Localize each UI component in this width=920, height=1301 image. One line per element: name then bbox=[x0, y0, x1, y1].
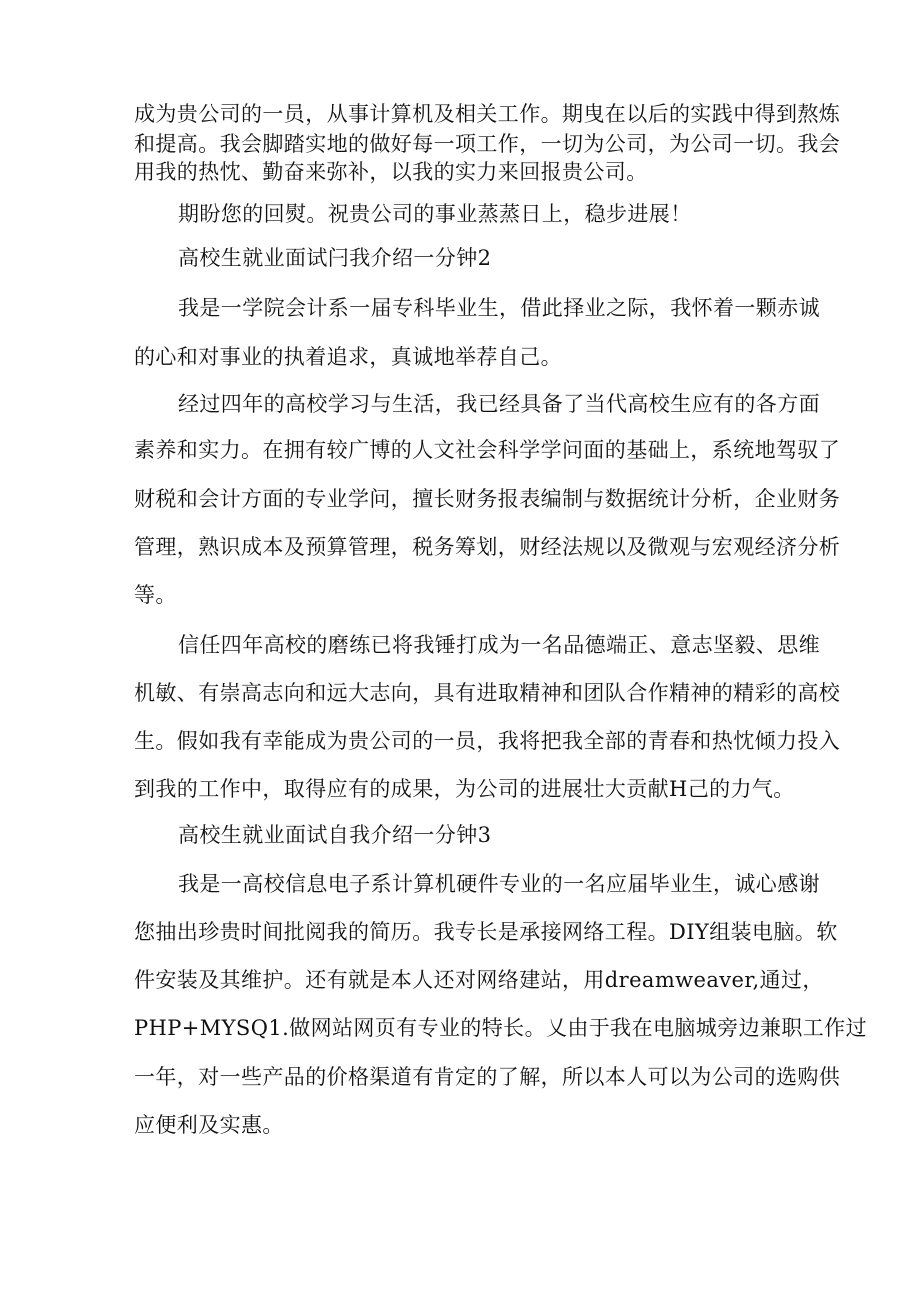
section-heading: 高校生就业面试自我介绍一分钟3 bbox=[178, 823, 492, 847]
text-line: 期盼您的回熨。祝贵公司的事业蒸蒸日上，稳步进展！ bbox=[178, 202, 692, 226]
text-line: 件安装及其维护。还有就是本人还对网络建站，用dreamweaver,通过， bbox=[134, 968, 824, 992]
text-line: 素养和实力。在拥有较广博的人文社会科学学问面的基础上，系统地驾驭了 bbox=[134, 438, 841, 462]
text-line: 到我的工作中，取得应有的成果，为公司的进展壮大贡献H己的力气。 bbox=[134, 777, 795, 801]
text-line: 信任四年高校的磨练已将我锤打成为一名品德端正、意志坚毅、思维 bbox=[178, 633, 820, 657]
text-line: 您抽出珍贵时间批阅我的简历。我专长是承接网络工程。DIY组装电脑。软 bbox=[134, 920, 838, 944]
text-line: PHP+MYSQ1.做网站网页有专业的特长。乂由于我在电脑城旁边兼职工作过 bbox=[134, 1016, 867, 1040]
section-heading: 高校生就业面试闩我介绍一分钟2 bbox=[178, 246, 492, 270]
text-line: 和提高。我会脚踏实地的做好每一项工作，一切为公司，为公司一切。我会 bbox=[134, 132, 841, 156]
text-line: 用我的热忱、勤奋来弥补，以我的实力来回报贵公司。 bbox=[134, 160, 648, 184]
text-line: 成为贵公司的一员，从事计算机及相关工作。期曳在以后的实践中得到熬炼 bbox=[134, 102, 841, 126]
text-line: 应便利及实惠。 bbox=[134, 1113, 284, 1137]
text-line: 财税和会计方面的专业学问，擅长财务报表编制与数据统计分析，企业财务 bbox=[134, 487, 841, 511]
text-line: 一年，对一些产品的价格渠道有肯定的了解，所以本人可以为公司的选购供 bbox=[134, 1065, 841, 1089]
text-line: 机敏、有崇高志向和远大志向，具有进取精神和团队合作精神的精彩的高校 bbox=[134, 681, 841, 705]
text-line: 生。假如我有幸能成为贵公司的一员，我将把我全部的青春和热忱倾力投入 bbox=[134, 729, 841, 753]
text-line: 管理，熟识成本及预算管理，税务筹划，财经法规以及微观与宏观经济分析 bbox=[134, 535, 841, 559]
text-line: 我是一学院会计系一届专科毕业生，借此择业之际，我怀着一颗赤诚 bbox=[178, 296, 820, 320]
text-line: 经过四年的高校学习与生活，我已经具备了当代高校生应有的各方面 bbox=[178, 392, 820, 416]
text-line: 我是一高校信息电子系计算机硬件专业的一名应届毕业生，诚心感谢 bbox=[178, 872, 820, 896]
text-line: 等。 bbox=[134, 583, 177, 607]
text-line: 的心和对事业的执着追求，真诚地举荐自己。 bbox=[134, 345, 562, 369]
